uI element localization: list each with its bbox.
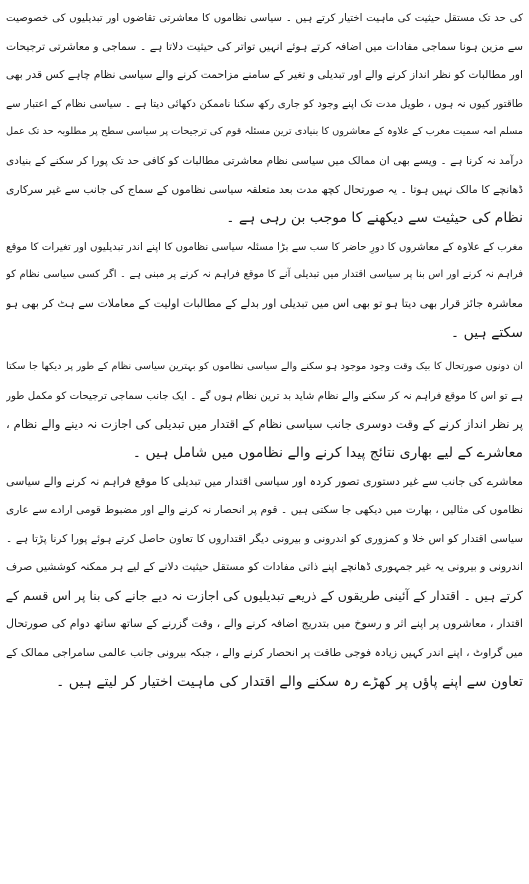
text-line: نظاموں کی مثالیں ، بھارت میں دیکھی جا سکتی ہیں ۔ قوم پر انحصار نہ کرنے والے اور مضبوط قومی ارادے سے عاری xyxy=(6,504,523,517)
text-line: کرتے ہیں ۔ اقتدار کے آئینی طریقوں کے ذریعے تبدیلیوں کی اجازت نہ دیے جانے کی بنا پر اس قسم کے xyxy=(6,587,523,603)
text-line: اقتدار ، معاشروں پر اپنے اثر و رسوخ میں بتدریج اضافہ کرنے والے ، وقت گزرنے کے ساتھ ساتھ دوام کی صورتحال xyxy=(6,617,523,631)
text-line: کی حد تک مستقل حیثیت کی ماہیت اختیار کرتے ہیں ۔ سیاسی نظاموں کا معاشرتی تقاضوں اور تبدیلیوں کی خصوصیت xyxy=(6,12,523,24)
text-line: نظام کی حیثیت سے دیکھنے کا موجب بن رہی ہے ۔ xyxy=(226,210,523,227)
text-line: مغرب کے علاوہ کے معاشروں کا دورِ حاضر کا سب سے بڑا مسئلہ سیاسی نظاموں کا اپنے اندر تبدیلیوں اور تغیرات کا موقع xyxy=(6,240,523,253)
paragraph-2 xyxy=(6,233,523,347)
text-line: فراہم نہ کرنے اور اس بنا پر سیاسی اقتدار میں تبدیلی آنے کا موقع فراہم نہ کرنے پر مبنی ہے ۔ اگر کسی سیاسی نظام کو xyxy=(6,269,523,281)
text-line: سیاسی اقتدار کو اس خلا و کمزوری کو اندرونی و بیرونی دیگر اقتداروں کا تعاون حاصل کرتے ہوئے پورا کرنا پڑتا ہے ۔ xyxy=(6,532,523,545)
text-line: طاقتور کیوں نہ ہوں ، طویل مدت تک اپنے وجود کو جاری رکھ سکنا ناممکن دکھائی دیتا ہے ۔ سیاسی نظام کے اعتبار سے xyxy=(6,97,523,110)
text-line: پر نظر انداز کرنے کے وقت دوسری جانب سیاسی نظام کے اقتدار میں تبدیلی کی اجازت نہ دینے والے نظام ، xyxy=(6,417,523,432)
text-line: درآمد نہ کرنا ہے ۔ ویسے بھی ان ممالک میں سیاسی نظام معاشرتی مطالبات کو کافی حد تک پورا کر سکنے کے بنیادی xyxy=(6,154,523,167)
paragraph-4 xyxy=(6,468,523,697)
text-line: معاشرے کی جانب سے غیر دستوری تصور کردہ اور سیاسی اقتدار میں تبدیلی کا موقع فراہم نہ کرنے والے سیاسی xyxy=(6,474,523,488)
text-line: ڈھانچے کا مالک نہیں ہوتا ۔ یہ صورتحال کچھ مدت بعد متعلقہ سیاسی نظاموں کے سماج کی جانب سے غیر سرکاری xyxy=(6,182,523,196)
text-line: میں گراوٹ ، اپنے اندر کہیں زیادہ فوجی طاقت پر انحصار کرنے والے ، جبکہ بیرونی جانب عالمی سامراجی ممالک کے xyxy=(6,646,523,660)
paragraph-3 xyxy=(6,353,523,467)
text-line: ہے تو اس کا موقع فراہم نہ کر سکنے والے نظام شاید بد ترین نظام ہوں گے ۔ ایک جانب سماجی ترجیحات کو مکمل طور xyxy=(6,389,523,402)
text-line: مسلم امہ سمیت مغرب کے علاوہ کے معاشروں کا بنیادی ترین مسئلہ قوم کی ترجیحات پر سیاسی سطح پر مطلوبہ حد تک عمل xyxy=(6,126,523,138)
text-line: اندرونی و بیرونی یہ غیر جمہوری ڈھانچے اپنے ذاتی مفادات کو مستقل حیثیت دلانے کے لیے ہر ممکنہ کوششیں صرف xyxy=(6,560,523,574)
text-line: اور مطالبات کو نظر انداز کرنے والے اور تبدیلی و تغیر کے سامنے مزاحمت کرنے والے سیاسی نظام چاہے کس قدر بھی xyxy=(6,68,523,82)
text-line: معاشرے کے لیے بھاری نتائج پیدا کرنے والے نظاموں میں شامل ہیں ۔ xyxy=(132,444,523,461)
paragraph-1 xyxy=(6,4,523,233)
text-line: ان دونوں صورتحال کا بیک وقت وجود موجود ہو سکنے والے سیاسی نظاموں کو بہترین سیاسی نظام کے طور پر دیکھا جا سکتا xyxy=(6,361,523,373)
text-line: سکتے ہیں ۔ xyxy=(450,324,523,341)
text-line: تعاون سے اپنے پاؤں پر کھڑے رہ سکنے والے اقتدار کی ماہیت اختیار کر لیتے ہیں ۔ xyxy=(56,673,523,690)
text-line: سے مزین ہونا سماجی مفادات میں اضافہ کرتے ہوئے انہیں تواتر کی حیثیت دلاتا ہے ۔ سماجی و معاشرتی ترجیحات xyxy=(6,39,523,53)
text-line: معاشرہ جائز قرار بھی دیتا ہو تو بھی اس میں تبدیلی اور بدلے کے مطالبات اولیت کے معاملات سے ہٹ کر بھی ہو xyxy=(6,296,523,310)
